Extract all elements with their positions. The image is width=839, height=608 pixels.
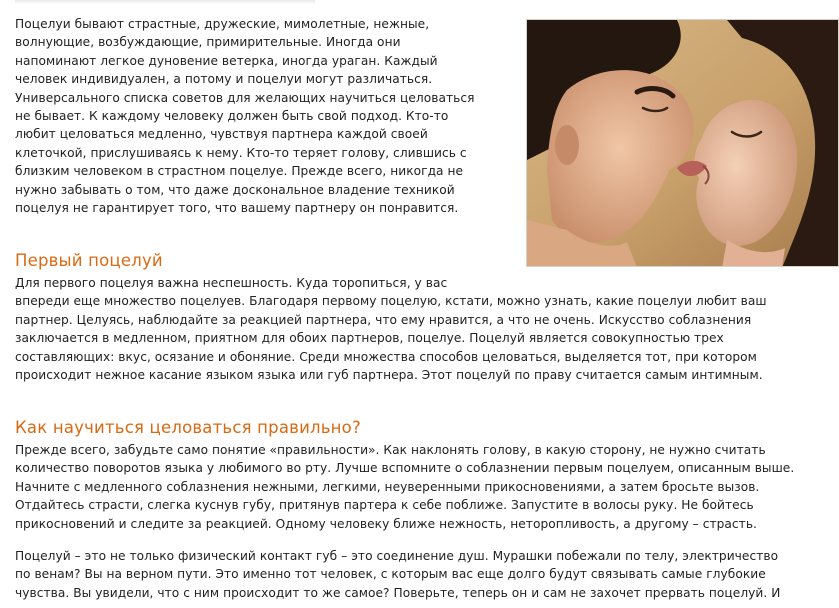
text-line: прикосновений и следите за реакцией. Одному человеку ближе нежность, неторопливость, а другому – страсть. [15, 516, 757, 531]
text-line: впереди еще множество поцелуев. Благодаря первому поцелую, кстати, можно узнать, какие поцелуи любит ваш [15, 294, 767, 309]
text-line: происходит нежное касание языком языка или губ партнера. Этот поцелуй по праву считается самым интимным. [15, 368, 763, 383]
text-line: клеточкой, прислушиваясь к нему. Кто-то теряет голову, слившись с [15, 145, 467, 160]
text-line: партнер. Целуясь, наблюдайте за реакцией партнера, что ему нравится, а что не очень. Искусство соблазнения [15, 312, 752, 327]
intro-paragraph [15, 15, 475, 217]
first-kiss-paragraph [15, 274, 767, 384]
text-line: Поцелуи бывают страстные, дружеские, мимолетные, нежные, [15, 17, 430, 31]
text-line: поцелуя не гарантирует того, что вашему партнеру он понравится. [15, 201, 459, 216]
how-to-kiss-paragraph-1 [15, 441, 794, 533]
section-heading-how-to-kiss: Как научиться целоваться правильно? [15, 418, 361, 437]
text-line: Универсального списка советов для желающих научиться целоваться [15, 90, 475, 105]
text-line: Отдайтесь страсти, слегка куснув губу, притянув партера к себе поближе. Запустите в волосы руку. Не бойтесь [15, 498, 754, 513]
text-line: любит целоваться медленно, чувствуя партнера каждой своей [15, 127, 428, 142]
text-line: не бывает. К каждому человеку должен быть свой подход. Кто-то [15, 109, 449, 124]
text-line: количество поворотов языка у любимого во рту. Лучше вспомните о соблазнении первым поцелуем, описанным выше. [15, 461, 795, 476]
top-divider [15, 0, 315, 4]
text-line: нужно забывать о том, что даже доскональное владение техникой [15, 182, 455, 197]
text-line: Прежде всего, забудьте само понятие «правильности». Как наклонять голову, в какую сторону, не нужно считать [15, 443, 766, 457]
how-to-kiss-paragraph-2 [15, 547, 780, 602]
text-line: Для первого поцелуя важна неспешность. Куда торопиться, у вас [15, 276, 448, 290]
text-line: заключается в медленном, приятном для обоих партнеров, поцелуе. Поцелуй является совокупностью трех [15, 331, 724, 346]
text-line: напоминают легкое дуновение ветерка, иногда ураган. Каждый [15, 53, 438, 68]
text-line: близким человеком в страстном поцелуе. Прежде всего, никогда не [15, 164, 464, 179]
section-heading-first-kiss: Первый поцелуй [15, 251, 163, 270]
text-line: составляющих: вкус, осязание и обоняние. Среди множества способов целоваться, выделяется тот, при котором [15, 349, 757, 364]
text-line: Поцелуй – это не только физический контакт губ – это соединение душ. Мурашки побежали по телу, электричество [15, 549, 779, 563]
text-line: чувства. Вы увидели, что с ним происходит то же самое? Поверьте, теперь он и сам не захочет прервать поцелуй. И [15, 585, 781, 600]
kissing-couple-photo [526, 19, 839, 267]
text-line: по венам? Вы на верном пути. Это именно тот человек, с которым вас еще долго будут связывать самые глубокие [15, 567, 766, 582]
text-line: волнующие, возбуждающие, примирительные. Иногда они [15, 35, 401, 50]
text-line: Начните с медленного соблазнения нежными, легкими, неуверенными прикосновениями, а затем бросьте вызов. [15, 479, 760, 494]
text-line: человек индивидуален, а потому и поцелуи могут различаться. [15, 72, 433, 87]
